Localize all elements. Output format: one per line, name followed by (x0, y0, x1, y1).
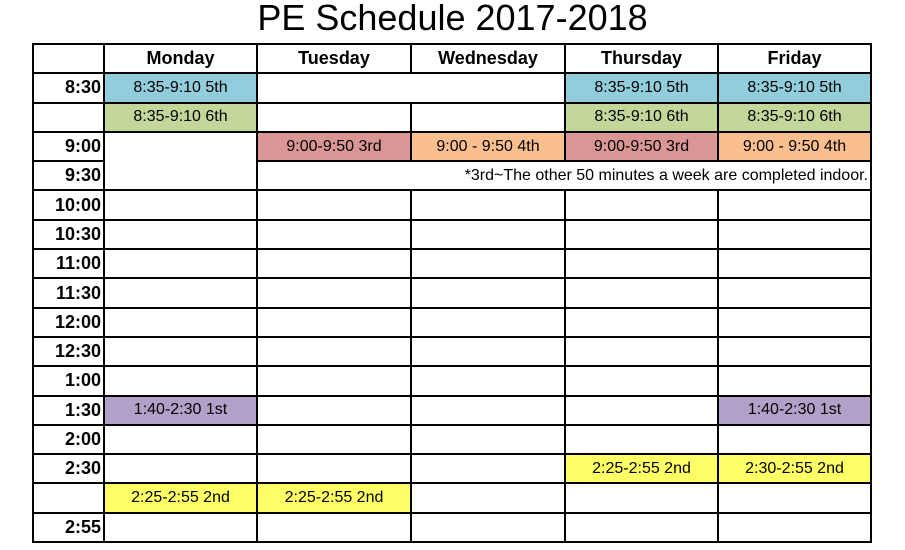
empty-cell (411, 220, 565, 249)
time-label: 12:00 (33, 308, 104, 337)
empty-cell (411, 483, 565, 512)
empty-cell (411, 278, 565, 307)
empty-cell (411, 337, 565, 366)
empty-cell (411, 513, 565, 542)
time-label: 12:30 (33, 337, 104, 366)
empty-cell (257, 220, 411, 249)
empty-cell (257, 396, 411, 425)
time-label: 8:30 (33, 73, 104, 102)
table-row (33, 278, 871, 307)
empty-cell (565, 220, 718, 249)
table-row (33, 249, 871, 278)
empty-cell (104, 366, 257, 395)
table-row (33, 396, 871, 425)
table-row (33, 220, 871, 249)
time-label (33, 103, 104, 132)
empty-cell (718, 513, 871, 542)
schedule-table (32, 43, 872, 543)
empty-cell (104, 190, 257, 219)
empty-cell (565, 278, 718, 307)
empty-cell (411, 454, 565, 483)
class-block-thursday: 2:25-2:55 2nd (565, 454, 718, 483)
day-header-thursday: Thursday (565, 44, 718, 73)
table-row (33, 366, 871, 395)
table-row (33, 308, 871, 337)
table-row (33, 132, 871, 161)
empty-cell (718, 190, 871, 219)
empty-cell (257, 425, 411, 454)
empty-cell (257, 103, 411, 132)
empty-cell (718, 366, 871, 395)
empty-cell (411, 366, 565, 395)
time-label: 9:30 (33, 161, 104, 190)
empty-cell (257, 73, 565, 102)
empty-cell (565, 249, 718, 278)
class-block-monday: 1:40-2:30 1st (104, 396, 257, 425)
class-block-thursday: 8:35-9:10 5th (565, 73, 718, 102)
empty-cell (104, 220, 257, 249)
class-block-monday: 8:35-9:10 6th (104, 103, 257, 132)
table-row (33, 454, 871, 483)
empty-cell (104, 337, 257, 366)
empty-cell (411, 190, 565, 219)
class-block-friday: 8:35-9:10 5th (718, 73, 871, 102)
empty-cell (257, 249, 411, 278)
time-label: 9:00 (33, 132, 104, 161)
empty-cell (257, 308, 411, 337)
class-block-monday: 2:25-2:55 2nd (104, 483, 257, 512)
time-label: 1:30 (33, 396, 104, 425)
class-block-friday: 8:35-9:10 6th (718, 103, 871, 132)
empty-cell (104, 425, 257, 454)
table-row (33, 73, 871, 102)
day-header-monday: Monday (104, 44, 257, 73)
time-label: 1:00 (33, 366, 104, 395)
day-header-friday: Friday (718, 44, 871, 73)
time-label: 2:55 (33, 513, 104, 542)
table-row (33, 103, 871, 132)
empty-cell (565, 513, 718, 542)
class-block-friday: 1:40-2:30 1st (718, 396, 871, 425)
day-header-tuesday: Tuesday (257, 44, 411, 73)
time-label: 11:30 (33, 278, 104, 307)
empty-cell (411, 308, 565, 337)
empty-cell (104, 308, 257, 337)
table-row (33, 190, 871, 219)
corner-cell (33, 44, 104, 73)
empty-cell (257, 366, 411, 395)
time-label: 2:30 (33, 454, 104, 483)
time-label (33, 483, 104, 512)
schedule-note: *3rd~The other 50 minutes a week are completed indoor. (257, 161, 871, 190)
empty-cell (411, 103, 565, 132)
class-block-friday: 9:00 - 9:50 4th (718, 132, 871, 161)
class-block-friday: 2:30-2:55 2nd (718, 454, 871, 483)
class-block-thursday: 9:00-9:50 3rd (565, 132, 718, 161)
empty-cell (565, 483, 718, 512)
table-row (33, 337, 871, 366)
empty-cell (565, 308, 718, 337)
empty-cell (257, 454, 411, 483)
empty-cell (718, 308, 871, 337)
empty-cell (565, 425, 718, 454)
empty-cell (257, 337, 411, 366)
empty-cell (718, 483, 871, 512)
class-block-tuesday: 9:00-9:50 3rd (257, 132, 411, 161)
empty-cell (718, 278, 871, 307)
table-row (33, 483, 871, 512)
table-row (33, 425, 871, 454)
empty-cell (718, 220, 871, 249)
empty-cell (104, 513, 257, 542)
schedule-title: PE Schedule 2017-2018 (257, 0, 648, 38)
empty-cell (565, 396, 718, 425)
empty-cell (411, 249, 565, 278)
day-header-wednesday: Wednesday (411, 44, 565, 73)
header-row (33, 44, 871, 73)
empty-cell (411, 396, 565, 425)
empty-cell (257, 190, 411, 219)
time-label: 11:00 (33, 249, 104, 278)
table-row (33, 513, 871, 542)
class-block-thursday: 8:35-9:10 6th (565, 103, 718, 132)
empty-cell (565, 190, 718, 219)
empty-cell (104, 249, 257, 278)
empty-cell (718, 425, 871, 454)
empty-cell (718, 249, 871, 278)
empty-cell (104, 132, 257, 191)
empty-cell (257, 513, 411, 542)
empty-cell (718, 337, 871, 366)
time-label: 10:00 (33, 190, 104, 219)
time-label: 10:30 (33, 220, 104, 249)
empty-cell (411, 425, 565, 454)
empty-cell (104, 278, 257, 307)
empty-cell (565, 366, 718, 395)
time-label: 2:00 (33, 425, 104, 454)
class-block-tuesday: 2:25-2:55 2nd (257, 483, 411, 512)
empty-cell (104, 454, 257, 483)
class-block-wednesday: 9:00 - 9:50 4th (411, 132, 565, 161)
empty-cell (257, 278, 411, 307)
empty-cell (565, 337, 718, 366)
class-block-monday: 8:35-9:10 5th (104, 73, 257, 102)
